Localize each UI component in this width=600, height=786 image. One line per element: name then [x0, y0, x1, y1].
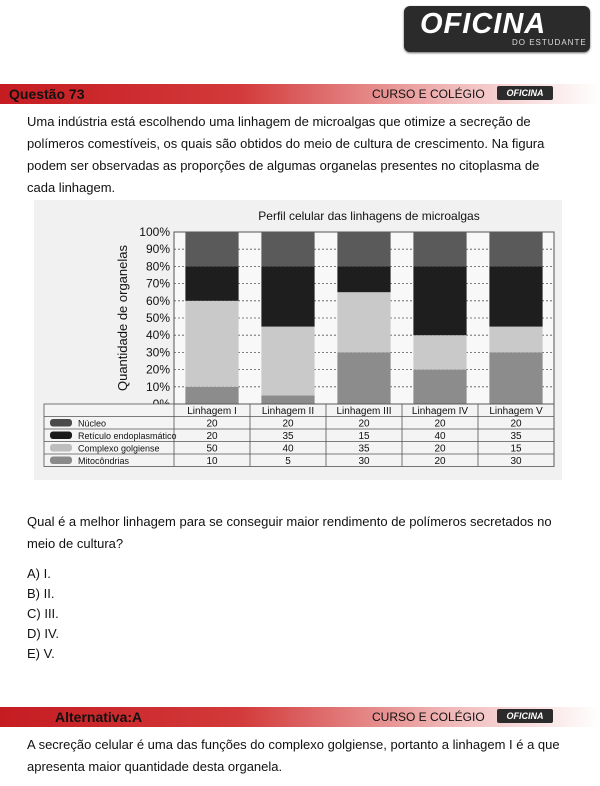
y-axis-label: Quantidade de organelas — [115, 244, 130, 392]
x-category-label: Linhagem V — [489, 406, 543, 417]
logo-subtitle: DO ESTUDANTE — [512, 38, 587, 47]
table-value: 40 — [282, 443, 294, 455]
legend-label: Núcleo — [78, 418, 107, 429]
question-number: Questão 73 — [9, 86, 85, 102]
bar-segment — [261, 327, 314, 396]
option-b[interactable]: B) II. — [27, 586, 55, 601]
answer-label: Alternativa:A — [55, 709, 143, 725]
x-category-label: Linhagem IV — [411, 406, 469, 417]
bar-segment — [337, 352, 390, 404]
table-value: 20 — [434, 443, 446, 455]
option-e[interactable]: E) V. — [27, 646, 55, 661]
x-category-label: Linhagem III — [336, 406, 392, 417]
y-tick-label: 80% — [145, 259, 170, 274]
course-label: CURSO E COLÉGIO — [372, 710, 485, 724]
bar-segment — [261, 395, 314, 404]
stacked-bar-chart — [34, 200, 562, 480]
bar-segment — [185, 387, 238, 404]
y-tick-label: 90% — [145, 242, 170, 257]
table-value: 5 — [285, 456, 291, 467]
table-value: 35 — [282, 431, 294, 442]
table-value: 40 — [434, 431, 446, 442]
table-value: 20 — [358, 418, 370, 430]
table-value: 35 — [510, 431, 522, 442]
question-header-bar — [0, 84, 600, 104]
y-tick-label: 70% — [145, 276, 170, 291]
bar-segment — [413, 266, 466, 335]
y-tick-label: 60% — [145, 293, 170, 308]
table-value: 50 — [206, 443, 218, 455]
option-c[interactable]: C) III. — [27, 606, 59, 621]
legend-swatch — [50, 457, 72, 465]
table-value: 30 — [358, 456, 370, 467]
bar-segment — [413, 232, 466, 266]
table-value: 20 — [510, 418, 522, 430]
chart-title: Perfil celular das linhagens de microalgas — [258, 209, 480, 223]
y-tick-label: 10% — [145, 379, 170, 394]
bar-segment — [489, 232, 542, 266]
x-category-label: Linhagem II — [261, 406, 315, 417]
bar-segment — [413, 335, 466, 369]
logo-text: OFICINA — [420, 8, 547, 40]
brand-logo — [404, 6, 590, 52]
table-value: 35 — [358, 443, 370, 455]
y-tick-label: 20% — [145, 362, 170, 377]
bar-segment — [337, 232, 390, 266]
bar-segment — [489, 327, 542, 353]
mini-logo: OFICINA — [497, 86, 553, 100]
answer-text: A secreção celular é uma das funções do complexo golgiense, portanto a linhagem I é a que apresenta maior quantidade desta organela. — [27, 737, 560, 774]
y-tick-label: 30% — [145, 345, 170, 360]
bar-segment — [185, 232, 238, 266]
table-value: 10 — [206, 456, 218, 467]
table-value: 20 — [206, 431, 218, 442]
bar-segment — [489, 352, 542, 404]
table-value: 20 — [206, 418, 218, 430]
option-d[interactable]: D) IV. — [27, 626, 60, 641]
bar-segment — [489, 266, 542, 326]
question-prompt: Qual é a melhor linhagem para se conseguir maior rendimento de polímeros secretados no meio de cultura? — [27, 514, 552, 551]
table-value: 20 — [434, 456, 446, 467]
legend-label: Complexo golgiense — [78, 443, 160, 454]
table-value: 20 — [282, 418, 294, 430]
y-tick-label: 40% — [145, 328, 170, 343]
y-tick-label: 100% — [139, 225, 170, 239]
option-a[interactable]: A) I. — [27, 566, 51, 581]
course-label: CURSO E COLÉGIO — [372, 87, 485, 101]
bar-segment — [337, 292, 390, 352]
y-tick-label: 50% — [145, 311, 170, 325]
bar-segment — [185, 266, 238, 300]
legend-label: Retículo endoplasmático — [78, 431, 177, 441]
table-value: 20 — [434, 418, 446, 430]
question-text: Uma indústria está escolhendo uma linhagem de microalgas que otimize a secreção de polímeros comestíveis, os quais são obtidos do meio de cultura de crescimento. Na figura podem ser observadas as proporções de algumas organelas presentes no citoplasma de cada linhagem. — [27, 114, 545, 195]
answer-header-bar — [0, 707, 600, 727]
table-value: 15 — [358, 431, 370, 442]
x-category-label: Linhagem I — [187, 406, 237, 417]
mini-logo: OFICINA — [497, 709, 553, 723]
bar-segment — [337, 266, 390, 292]
legend-swatch — [50, 444, 72, 452]
legend-swatch — [50, 419, 72, 427]
legend-swatch — [50, 432, 72, 440]
bar-segment — [261, 266, 314, 326]
bar-segment — [261, 232, 314, 266]
bar-segment — [413, 370, 466, 404]
bar-segment — [185, 301, 238, 387]
chart-container — [34, 200, 562, 480]
table-value: 15 — [510, 443, 522, 455]
legend-label: Mitocôndrias — [78, 456, 130, 466]
table-value: 30 — [510, 456, 522, 467]
